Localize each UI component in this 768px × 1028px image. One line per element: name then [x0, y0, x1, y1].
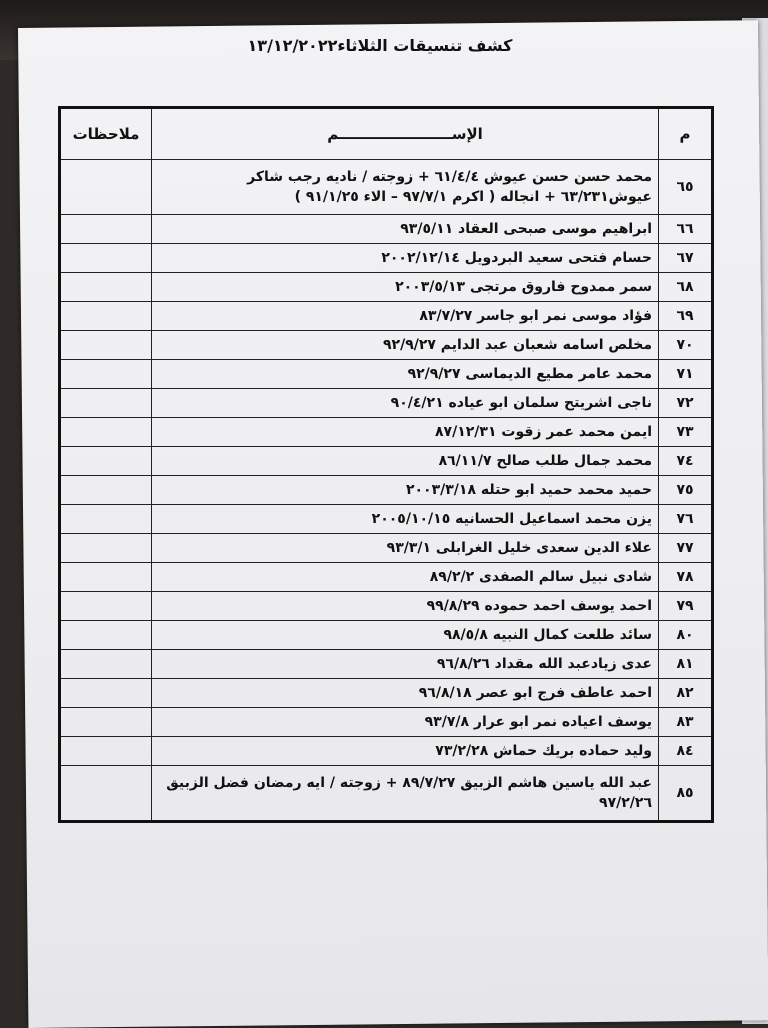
row-number: ٧٩	[659, 592, 713, 621]
row-notes	[60, 679, 152, 708]
row-number: ٧٣	[659, 418, 713, 447]
row-name: ناجى اشريتح سلمان ابو عياده ٩٠/٤/٢١	[152, 389, 659, 418]
row-notes	[60, 476, 152, 505]
row-name: عبد الله ياسين هاشم الزبيق ٨٩/٧/٢٧ + زوجته / ايه رمضان فضل الزبيق ٩٧/٢/٢٦	[152, 766, 659, 822]
row-name: احمد يوسف احمد حموده ٩٩/٨/٢٩	[152, 592, 659, 621]
row-name: محمد جمال طلب صالح ٨٦/١١/٧	[152, 447, 659, 476]
row-number: ٦٦	[659, 215, 713, 244]
row-name: حسام فتحى سعيد البردويل ٢٠٠٢/١٢/١٤	[152, 244, 659, 273]
table-row	[60, 273, 713, 302]
row-notes	[60, 215, 152, 244]
table-row	[60, 534, 713, 563]
row-name: احمد عاطف فرج ابو عصر ٩٦/٨/١٨	[152, 679, 659, 708]
row-notes	[60, 447, 152, 476]
row-name: سائد طلعت كمال النبيه ٩٨/٥/٨	[152, 621, 659, 650]
table-row	[60, 563, 713, 592]
row-number: ٦٧	[659, 244, 713, 273]
table-row	[60, 650, 713, 679]
row-number: ٨٢	[659, 679, 713, 708]
row-number: ٨٤	[659, 737, 713, 766]
row-name: سمر ممدوح فاروق مرتجى ٢٠٠٣/٥/١٣	[152, 273, 659, 302]
row-notes	[60, 563, 152, 592]
row-name: وليد حماده بريك حماش ٧٣/٢/٢٨	[152, 737, 659, 766]
row-number: ٧٥	[659, 476, 713, 505]
row-number: ٧١	[659, 360, 713, 389]
header-name: الإســــــــــــــــــــــم	[152, 108, 659, 160]
row-notes	[60, 360, 152, 389]
row-notes	[60, 621, 152, 650]
row-name: محمد عامر مطيع الديماسى ٩٢/٩/٢٧	[152, 360, 659, 389]
row-number: ٧٤	[659, 447, 713, 476]
table-row	[60, 331, 713, 360]
row-number: ٨١	[659, 650, 713, 679]
table-row	[60, 447, 713, 476]
table-row	[60, 244, 713, 273]
row-number: ٧٢	[659, 389, 713, 418]
row-name: عدى زيادعبد الله مقداد ٩٦/٨/٢٦	[152, 650, 659, 679]
table-header-row	[60, 108, 713, 160]
table-row	[60, 737, 713, 766]
row-notes	[60, 273, 152, 302]
row-notes	[60, 389, 152, 418]
row-number: ٦٩	[659, 302, 713, 331]
table-row	[60, 160, 713, 215]
table-row	[60, 592, 713, 621]
row-name: حميد محمد حميد ابو حتله ٢٠٠٣/٣/١٨	[152, 476, 659, 505]
row-number: ٧٨	[659, 563, 713, 592]
header-number: م	[659, 108, 713, 160]
table-row	[60, 708, 713, 737]
row-number: ٦٨	[659, 273, 713, 302]
row-number: ٨٥	[659, 766, 713, 822]
row-notes	[60, 302, 152, 331]
table-row	[60, 766, 713, 822]
header-notes: ملاحظات	[60, 108, 152, 160]
row-notes	[60, 505, 152, 534]
table-row	[60, 215, 713, 244]
row-name: مخلص اسامه شعبان عبد الدايم ٩٢/٩/٢٧	[152, 331, 659, 360]
row-number: ٧٦	[659, 505, 713, 534]
row-number: ٧٠	[659, 331, 713, 360]
row-name: ايمن محمد عمر زقوت ٨٧/١٢/٣١	[152, 418, 659, 447]
row-notes	[60, 650, 152, 679]
row-number: ٦٥	[659, 160, 713, 215]
row-number: ٧٧	[659, 534, 713, 563]
names-table	[58, 106, 714, 823]
row-notes	[60, 737, 152, 766]
row-name: شادى نبيل سالم الصفدى ٨٩/٢/٢	[152, 563, 659, 592]
table-row	[60, 360, 713, 389]
table-row	[60, 389, 713, 418]
row-number: ٨٠	[659, 621, 713, 650]
table-row	[60, 505, 713, 534]
row-name: محمد حسن حسن عيوش ٦١/٤/٤ + زوجته / ناديه رجب شاكر عيوش٦٣/٢٣١ + انجاله ( اكرم ٩٧/٧/١ – الاء ٩١/١/٢٥ )	[152, 160, 659, 215]
row-notes	[60, 534, 152, 563]
table-row	[60, 418, 713, 447]
row-name: يوسف اعياده نمر ابو عرار ٩٣/٧/٨	[152, 708, 659, 737]
row-notes	[60, 708, 152, 737]
row-name: يزن محمد اسماعيل الحسانيه ٢٠٠٥/١٠/١٥	[152, 505, 659, 534]
table-row	[60, 679, 713, 708]
row-number: ٨٣	[659, 708, 713, 737]
document-title: كشف تنسيقات الثلاثاء١٣/١٢/٢٠٢٢	[247, 36, 513, 55]
table-row	[60, 302, 713, 331]
row-notes	[60, 766, 152, 822]
row-name: فؤاد موسى نمر ابو جاسر ٨٣/٧/٢٧	[152, 302, 659, 331]
row-notes	[60, 331, 152, 360]
row-notes	[60, 244, 152, 273]
row-notes	[60, 160, 152, 215]
row-name: ابراهيم موسى صبحى العقاد ٩٣/٥/١١	[152, 215, 659, 244]
row-name: علاء الدين سعدى خليل الغرابلى ٩٣/٣/١	[152, 534, 659, 563]
row-notes	[60, 418, 152, 447]
table-row	[60, 476, 713, 505]
table-row	[60, 621, 713, 650]
row-notes	[60, 592, 152, 621]
